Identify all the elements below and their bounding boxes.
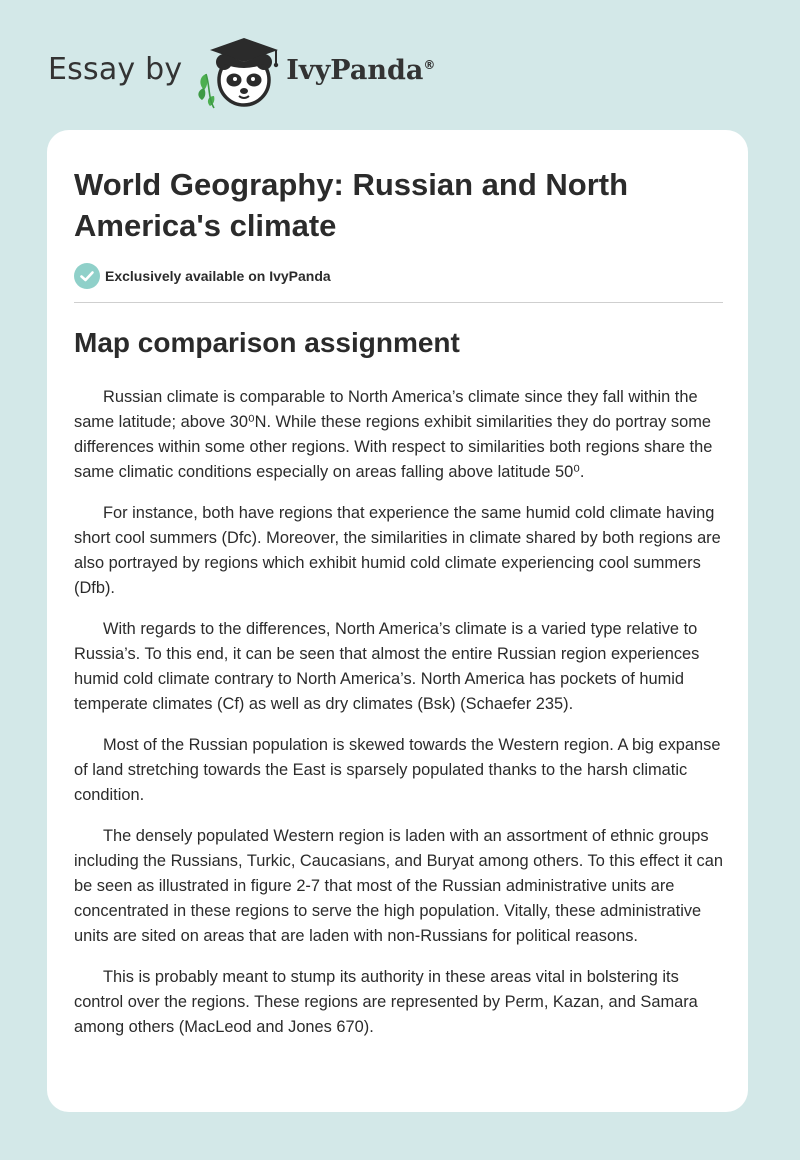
section-heading: Map comparison assignment [74,327,460,358]
brand-name-text: IvyPanda [286,54,424,86]
registered-mark: ® [423,57,436,72]
paragraph: The densely populated Western region is laden with an assortment of ethnic groups including the Russians, Turkic, Caucasians, and Buryat among others. To this effect it can be seen as illustrated in figure 2-7 that most of the Russian administrative units are concentrated in these regions to serve the high population. Vitally, these administrative units are sited on areas that are laden with non-Russians for political reasons. [74,827,723,945]
paragraph: For instance, both have regions that experience the same humid cold climate having short cool summers (Dfc). Moreover, the similarities in climate shared by both regions are also portrayed by regions which exhibit humid cold climate experiencing cool summers (Dfb). [74,504,721,597]
exclusive-badge [74,263,331,289]
brand-name [286,55,435,86]
brand-prefix: Essay by [48,51,183,87]
paragraph: Russian climate is comparable to North America’s climate since they fall within the same latitude; above 30⁰N. While these regions exhibit similarities they do portray some differences within some other regions. With respect to similarities both regions share the same climatic conditions especially on areas falling above latitude 50⁰. [74,388,713,481]
article-card [47,130,748,1112]
paragraph: Most of the Russian population is skewed towards the Western region. A big expanse of land stretching towards the East is sparsely populated thanks to the harsh climatic condition. [74,736,721,804]
exclusive-badge-text: Exclusively available on IvyPanda [105,268,331,284]
paragraph: With regards to the differences, North America’s climate is a varied type relative to Russia’s. To this end, it can be seen that almost the entire Russian region experiences humid cold climate contrary to North America’s. North America has pockets of humid temperate climates (Cf) as well as dry climates (Bsk) (Schaefer 235). [74,620,700,713]
panda-logo-icon [196,34,286,110]
article-title: World Geography: Russian and North America's climate [74,167,629,243]
paragraph: This is probably meant to stump its authority in these areas vital in bolstering its control over the regions. These regions are represented by Perm, Kazan, and Samara among others (MacLeod and Jones 670). [74,968,698,1036]
article-body [74,385,726,1056]
site-header-logo[interactable] [48,34,435,110]
check-circle-icon [74,263,100,289]
divider [74,302,723,303]
